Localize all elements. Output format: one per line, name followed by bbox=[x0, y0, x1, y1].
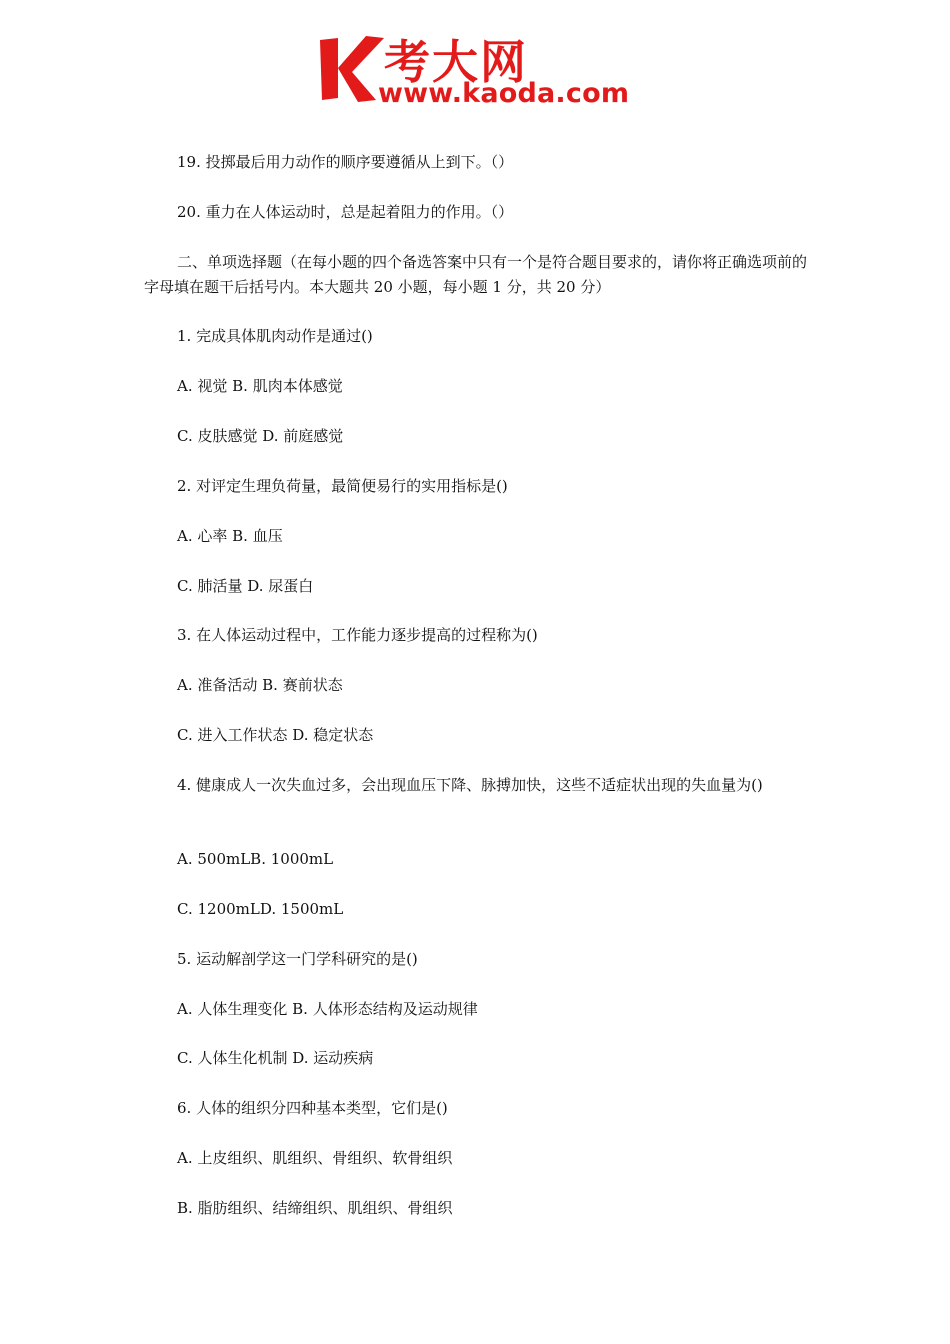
question-6-option-a: A. 上皮组织、肌组织、骨组织、软骨组织 bbox=[177, 1149, 453, 1167]
question-3-options-cd: C. 进入工作状态 D. 稳定状态 bbox=[177, 726, 374, 744]
question-1: 1. 完成具体肌肉动作是通过() bbox=[177, 327, 373, 345]
question-20: 20. 重力在人体运动时，总是起着阻力的作用。（） bbox=[177, 203, 514, 221]
logo-url: www.kaoda.com bbox=[378, 78, 630, 109]
question-5: 5. 运动解剖学这一门学科研究的是() bbox=[177, 950, 418, 968]
question-2: 2. 对评定生理负荷量，最简便易行的实用指标是() bbox=[177, 477, 508, 495]
question-4: 4. 健康成人一次失血过多，会出现血压下降、脉搏加快，这些不适症状出现的失血量为() bbox=[177, 776, 763, 794]
question-4-options-ab: A. 500mLB. 1000mL bbox=[177, 850, 334, 868]
question-5-options-ab: A. 人体生理变化 B. 人体形态结构及运动规律 bbox=[177, 1000, 478, 1018]
question-3: 3. 在人体运动过程中，工作能力逐步提高的过程称为() bbox=[177, 626, 538, 644]
question-3-options-ab: A. 准备活动 B. 赛前状态 bbox=[177, 676, 343, 694]
logo-chinese-name: 考大网 bbox=[384, 35, 528, 89]
site-logo bbox=[318, 28, 648, 114]
question-19: 19. 投掷最后用力动作的顺序要遵循从上到下。（） bbox=[177, 153, 514, 171]
question-5-options-cd: C. 人体生化机制 D. 运动疾病 bbox=[177, 1049, 374, 1067]
question-6-option-b: B. 脂肪组织、结缔组织、肌组织、骨组织 bbox=[177, 1199, 453, 1217]
section-heading: 二、单项选择题（在每小题的四个备选答案中只有一个是符合题目要求的，请你将正确选项前的字母填在题干后括号内。本大题共 20 小题，每小题 1 分，共 20 分） bbox=[144, 253, 808, 296]
question-6: 6. 人体的组织分四种基本类型，它们是() bbox=[177, 1099, 448, 1117]
question-1-options-ab: A. 视觉 B. 肌肉本体感觉 bbox=[177, 377, 343, 395]
question-2-options-cd: C. 肺活量 D. 尿蛋白 bbox=[177, 577, 314, 595]
question-1-options-cd: C. 皮肤感觉 D. 前庭感觉 bbox=[177, 427, 344, 445]
question-4-options-cd: C. 1200mLD. 1500mL bbox=[177, 900, 344, 918]
question-2-options-ab: A. 心率 B. 血压 bbox=[177, 527, 283, 545]
